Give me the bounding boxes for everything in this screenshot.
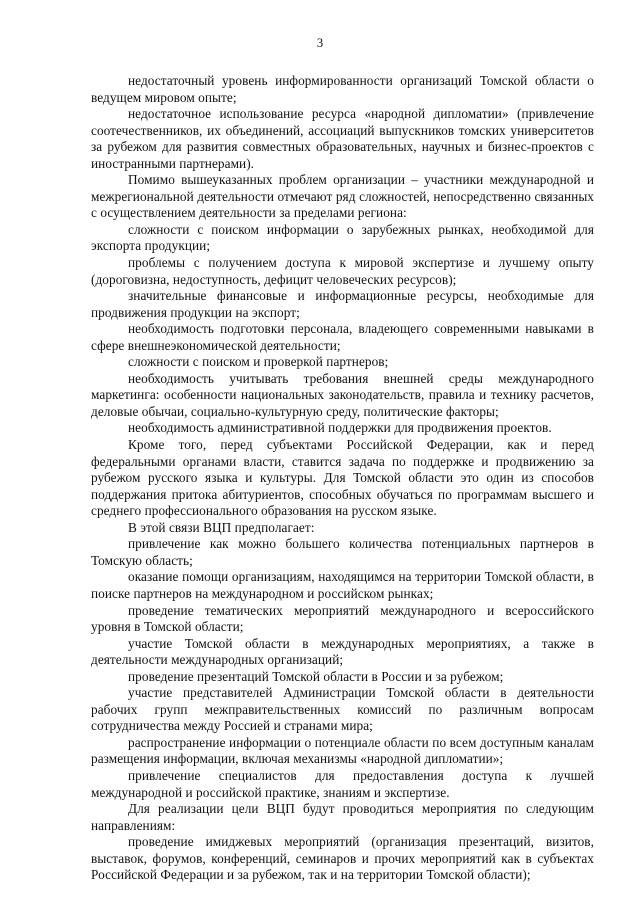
paragraph: привлечение специалистов для предоставления доступа к лучшей международной и российской практике, знаниям и экспертизе.	[91, 767, 594, 800]
paragraph: В этой связи ВЦП предполагает:	[128, 519, 315, 535]
paragraph: недостаточный уровень информированности организаций Томской области о ведущем мировом опыте;	[91, 73, 594, 105]
paragraph: необходимость учитывать требования внешней среды международного маркетинга: особенности национальных законодательств, правила и технику расчетов, деловые обычаи, социально-культурную среду, политические факторы;	[91, 370, 594, 419]
paragraph: проведение тематических мероприятий международного и всероссийского уровня в Томской области;	[91, 602, 594, 635]
paragraph: недостаточное использование ресурса «народной дипломатии» (привлечение соотечественников, их объединений, ассоциаций выпускников томских университетов за рубежом для развития совместных образовательных, научных и бизнес-проектов с иностранными партнерами).	[91, 106, 594, 171]
paragraph: Для реализации цели ВЦП будут проводиться мероприятия по следующим направлениям:	[91, 801, 594, 833]
paragraph: распространение информации о потенциале области по всем доступным каналам размещения информации, включая механизмы «народной дипломатии»;	[91, 734, 594, 767]
paragraph: необходимость административной поддержки для продвижения проектов.	[128, 420, 552, 436]
paragraph: привлечение как можно большего количества потенциальных партнеров в Томскую область;	[91, 536, 594, 568]
paragraph: проведение презентаций Томской области в России и за рубежом;	[128, 668, 504, 684]
paragraph: проблемы с получением доступа к мировой экспертизе и лучшему опыту (дороговизна, недоступность, дефицит человеческих ресурсов);	[91, 255, 594, 287]
page-number: 3	[316, 36, 324, 50]
paragraph: оказание помощи организациям, находящимся на территории Томской области, в поиске партнеров на международном и российском рынках;	[91, 569, 594, 601]
paragraph: сложности с поиском и проверкой партнеров;	[128, 354, 389, 370]
paragraph: необходимость подготовки персонала, владеющего современными навыками в сфере внешнеэкономической деятельности;	[91, 321, 594, 353]
paragraph: проведение имиджевых мероприятий (организация презентаций, визитов, выставок, форумов, конференций, семинаров и прочих мероприятий как в субъектах Российской Федерации и за рубежом, так и на территории Томской области);	[91, 834, 594, 883]
paragraph: участие Томской области в международных мероприятиях, а также в деятельности международных организаций;	[91, 635, 594, 668]
paragraph: значительные финансовые и информационные ресурсы, необходимые для продвижения продукции на экспорт;	[91, 288, 594, 320]
paragraph: участие представителей Администрации Томской области в деятельности рабочих групп межправительственных комиссий по различным вопросам сотрудничества между Россией и странами мира;	[91, 685, 594, 734]
paragraph: Кроме того, перед субъектами Российской Федерации, как и перед федеральными органами власти, ставится задача по поддержке и продвижению за рубежом русского языка и культуры. Для Томской области это один из способов поддержания притока абитуриентов, способных обучаться по программам высшего и среднего профессионального образования на русском языке.	[91, 437, 594, 519]
document-body	[91, 73, 594, 884]
paragraph: сложности с поиском информации о зарубежных рынках, необходимой для экспорта продукции;	[91, 221, 594, 254]
paragraph: Помимо вышеуказанных проблем организации – участники международной и межрегиональной деятельности отмечают ряд сложностей, непосредственно связанных с осуществлением деятельности за пределами региона:	[91, 172, 594, 221]
